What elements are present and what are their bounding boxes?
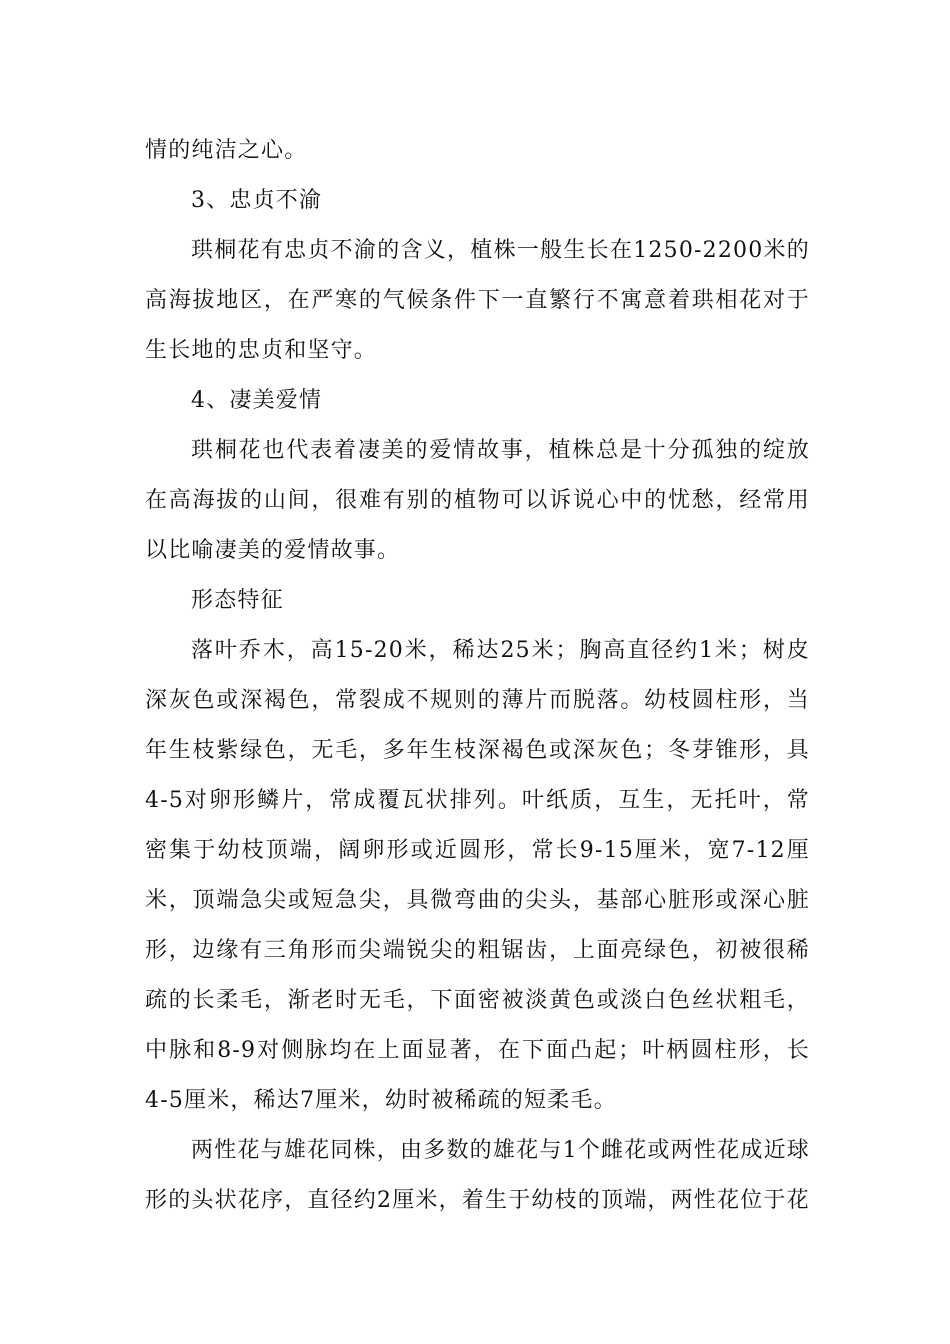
section-heading-morphology: 形态特征: [191, 588, 284, 613]
paragraph-continuation: 情的纯洁之心。: [145, 138, 308, 163]
paragraph-romance: 珙桐花也代表着凄美的爱情故事，植株总是十分孤独的绽放在高海拔的山间，很难有别的植物可以诉说心中的忧愁，经常用以比喻凄美的爱情故事。: [145, 438, 810, 563]
paragraph-morphology-tree: 落叶乔木，高15-20米，稀达25米；胸高直径约1米；树皮深灰色或深褐色，常裂成不规则的薄片而脱落。幼枝圆柱形，当年生枝紫绿色，无毛，多年生枝深褐色或深灰色；冬芽锥形，具4-5对卵形鳞片，常成覆瓦状排列。叶纸质，互生，无托叶，常密集于幼枝顶端，阔卵形或近圆形，常长9-15厘米，宽7-12厘米，顶端急尖或短急尖，具微弯曲的尖头，基部心脏形或深心脏形，边缘有三角形而尖端锐尖的粗锯齿，上面亮绿色，初被很稀疏的长柔毛，渐老时无毛，下面密被淡黄色或淡白色丝状粗毛，中脉和8-9对侧脉均在上面显著，在下面凸起；叶柄圆柱形，长4-5厘米，稀达7厘米，幼时被稀疏的短柔毛。: [145, 638, 810, 1113]
section-heading-romance: 4、凄美爱情: [191, 388, 323, 413]
section-heading-loyalty: 3、忠贞不渝: [191, 188, 323, 213]
document-body: [145, 126, 810, 1226]
paragraph-morphology-flower: 两性花与雄花同株，由多数的雄花与1个雌花或两性花成近球形的头状花序，直径约2厘米，着生于幼枝的顶端，两性花位于花: [145, 1138, 810, 1213]
paragraph-loyalty: 珙桐花有忠贞不渝的含义，植株一般生长在1250-2200米的高海拔地区，在严寒的气候条件下一直繁行不寓意着珙相花对于生长地的忠贞和坚守。: [145, 238, 810, 363]
